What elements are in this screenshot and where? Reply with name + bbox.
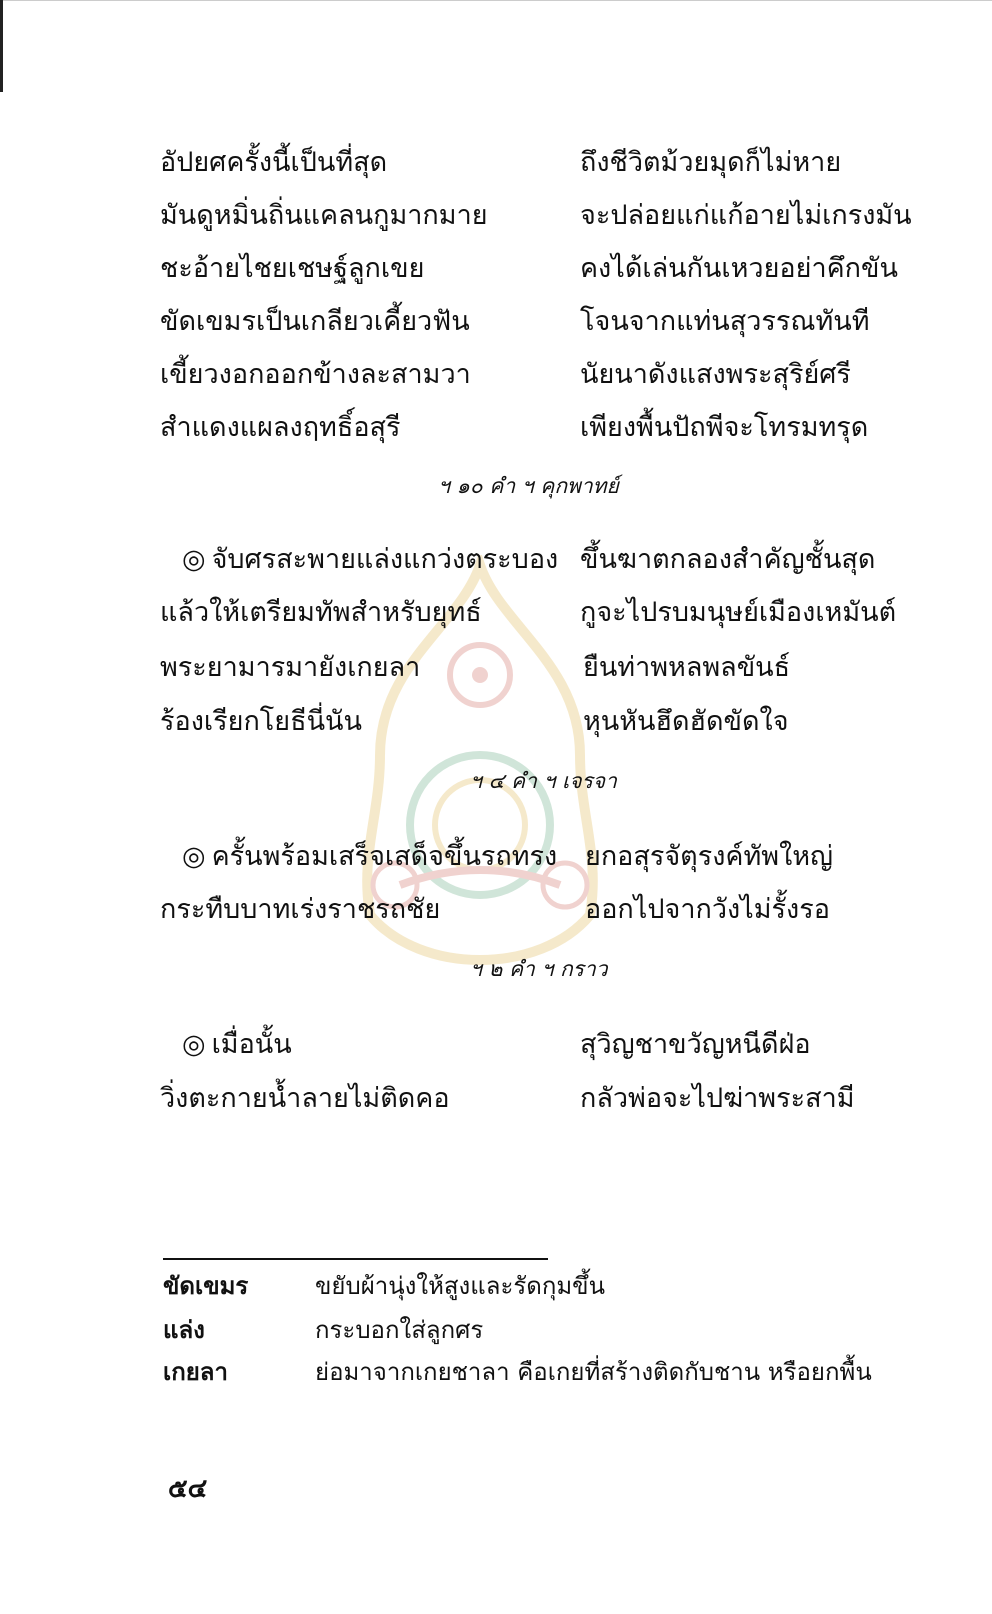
stanza-marker-icon: ◎ (182, 841, 206, 872)
stanza-marker-icon: ◎ (182, 1029, 206, 1060)
verse-line-left: ◎ จับศรสะพายแล่งแกว่งตระบอง (182, 544, 559, 575)
footnote-rule (163, 1258, 548, 1260)
verse-line-right: ยืนท่าพหลพลขันธ์ (583, 652, 791, 683)
verse-line-left: ◎ เมื่อนั้น (182, 1029, 292, 1060)
verse-line-left: อัปยศครั้งนี้เป็นที่สุด (160, 147, 388, 178)
verse-line-right: ถึงชีวิตม้วยมุดก็ไม่หาย (580, 147, 842, 178)
performance-note: ฯ ๔ คำ ฯ เจรจา (470, 769, 617, 793)
glossary-term: เกยลา (163, 1357, 228, 1386)
verse-line-left: ขัดเขมรเป็นเกลียวเคี้ยวฟัน (160, 306, 470, 337)
page-number: ๕๔ (168, 1474, 208, 1504)
glossary-term: แล่ง (163, 1315, 205, 1344)
performance-note: ฯ ๒ คำ ฯ กราว (470, 957, 608, 981)
performance-note: ฯ ๑๐ คำ ฯ คุกพาทย์ (438, 474, 619, 498)
verse-line-left: ◎ ครั้นพร้อมเสร็จเสด็จขึ้นรถทรง (182, 841, 558, 872)
glossary-definition: กระบอกใส่ลูกศร (315, 1316, 484, 1344)
verse-line-right: จะปล่อยแก่แก้อายไม่เกรงมัน (580, 200, 912, 231)
page-top-edge (0, 0, 992, 1)
verse-line-left: มันดูหมิ่นถิ่นแคลนกูมากมาย (160, 200, 488, 231)
verse-line-right: เพียงพื้นปัถพีจะโทรมทรุด (580, 412, 869, 443)
verse-line-right: หุนหันฮึดฮัดขัดใจ (583, 706, 789, 737)
verse-line-left: เขี้ยวงอกออกข้างละสามวา (160, 359, 471, 390)
glossary-definition: ย่อมาจากเกยชาลา คือเกยที่สร้างติดกับชาน หรือยกพื้น (315, 1358, 872, 1386)
verse-line-right: กลัวพ่อจะไปฆ่าพระสามี (580, 1083, 855, 1114)
verse-line-left: สำแดงแผลงฤทธิ์อสุรี (160, 412, 401, 443)
verse-line-right: คงได้เล่นกันเหวยอย่าคึกขัน (580, 253, 898, 284)
verse-line-left: วิ่งตะกายน้ำลายไม่ติดคอ (160, 1083, 450, 1114)
scan-edge-mark (0, 0, 3, 92)
glossary-definition: ขยับผ้านุ่งให้สูงและรัดกุมขึ้น (315, 1272, 605, 1300)
verse-line-left: แล้วให้เตรียมทัพสำหรับยุทธ์ (160, 597, 482, 628)
verse-line-left: ชะอ้ายไชยเชษฐ์ลูกเขย (160, 253, 425, 284)
verse-line-left: พระยามารมายังเกยลา (160, 652, 421, 683)
verse-line-right: นัยนาดังแสงพระสุริย์ศรี (580, 359, 851, 390)
verse-line-left: ร้องเรียกโยธีนี่นัน (160, 706, 362, 737)
verse-line-right: สุวิญชาขวัญหนีดีฝ่อ (580, 1029, 811, 1060)
stanza-marker-icon: ◎ (182, 544, 206, 575)
verse-line-right: ยกอสุรจัตุรงค์ทัพใหญ่ (585, 841, 834, 872)
verse-line-right: ออกไปจากวังไม่รั้งรอ (585, 894, 830, 925)
verse-line-right: กูจะไปรบมนุษย์เมืองเหมันต์ (580, 597, 897, 628)
glossary-term: ขัดเขมร (163, 1271, 249, 1300)
verse-line-right: โจนจากแท่นสุวรรณทันที (580, 306, 870, 337)
verse-line-left: กระทืบบาทเร่งราชรถชัย (160, 894, 441, 925)
verse-line-right: ขึ้นฆาตกลองสำคัญชั้นสุด (580, 544, 876, 575)
